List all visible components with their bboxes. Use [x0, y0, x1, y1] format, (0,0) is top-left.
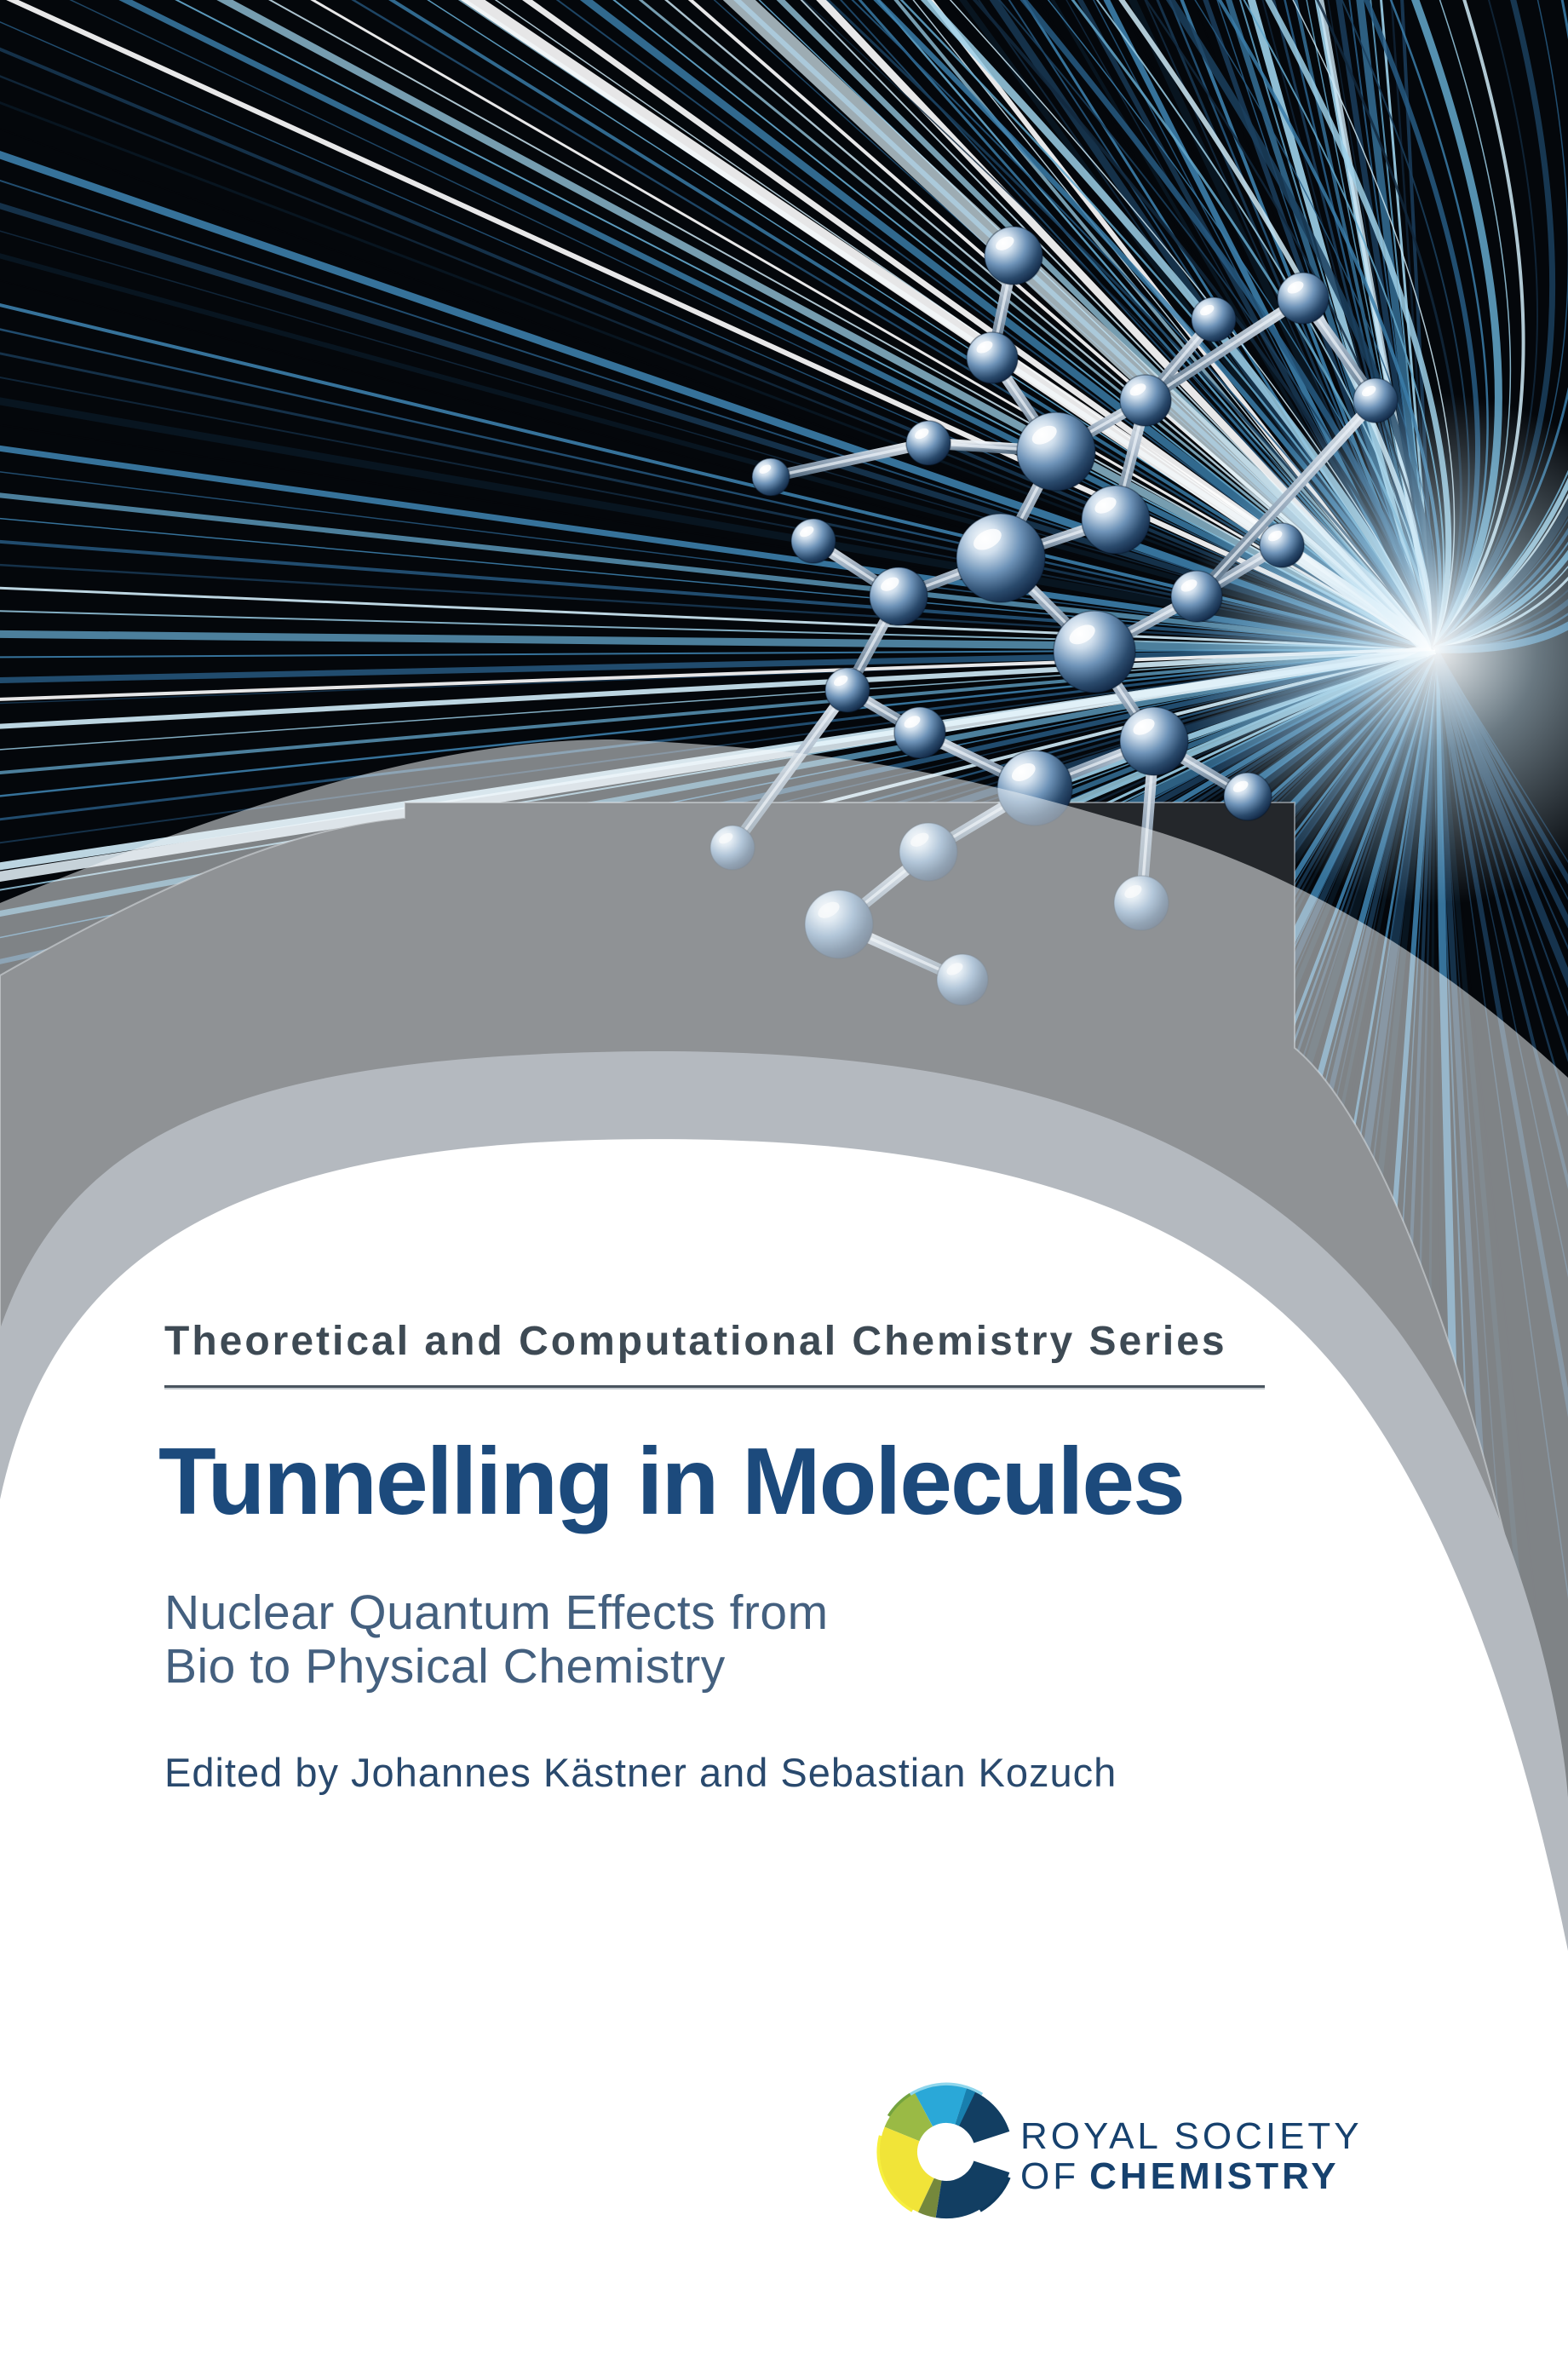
publisher-name-chemistry: CHEMISTRY	[1089, 2155, 1340, 2197]
series-title: Theoretical and Computational Chemistry Series	[164, 1319, 1227, 1364]
book-title: Tunnelling in Molecules	[158, 1429, 1184, 1534]
book-subtitle-line-1: Nuclear Quantum Effects from	[164, 1585, 829, 1640]
book-subtitle-line-2: Bio to Physical Chemistry	[164, 1639, 726, 1694]
publisher-name-line-2	[1020, 2155, 1340, 2198]
series-divider	[164, 1385, 1265, 1389]
publisher-name-of: OF	[1020, 2155, 1080, 2197]
rsc-logo-c-icon	[874, 2075, 1019, 2229]
edited-by-line: Edited by Johannes Kästner and Sebastian Kozuch	[164, 1750, 1117, 1795]
publisher-name-line-1: ROYAL SOCIETY	[1020, 2115, 1363, 2157]
